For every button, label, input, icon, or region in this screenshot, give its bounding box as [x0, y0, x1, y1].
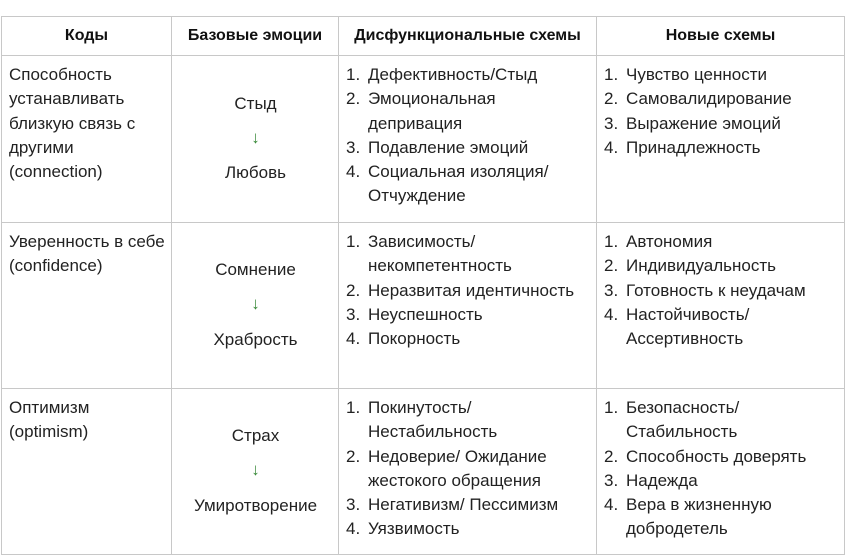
table-row	[2, 56, 845, 223]
list-item: 3. Готовность к неудачам	[604, 280, 806, 300]
dysfunctional-list	[346, 396, 590, 542]
new-schemas-cell	[597, 389, 845, 555]
emotion-cell	[172, 389, 339, 555]
list-item: 3. Негативизм/ Пессимизм	[346, 495, 559, 515]
dysfunctional-cell	[339, 389, 597, 555]
new-schemas-cell	[597, 223, 845, 389]
new-schemas-cell	[597, 56, 845, 223]
emotion-to: Храбрость	[213, 329, 298, 349]
emotion-from: Сомнение	[215, 260, 296, 280]
header-row	[2, 17, 845, 56]
dysfunctional-list	[346, 230, 590, 351]
list-item: 4. Принадлежность	[604, 137, 761, 157]
list-item: 4. Покорность	[346, 329, 461, 349]
table-row	[2, 223, 845, 389]
dysfunctional-list	[346, 63, 590, 209]
header-basic-emotions: Базовые эмоции	[172, 17, 339, 56]
list-item: 4. Социальная изоляция/Отчуждение	[346, 162, 549, 206]
dysfunctional-cell	[339, 223, 597, 389]
list-item: 4. Настойчивость/ Ассертивность	[604, 304, 750, 349]
list-item: 1. Дефективность/Стыд	[346, 65, 538, 84]
header-codes: Коды	[2, 17, 172, 56]
emotion-cell	[172, 56, 339, 223]
code-cell: Способность устанавливать близкую связь с другими (connection)	[2, 56, 172, 223]
arrow-down-icon: ↓	[251, 460, 260, 480]
list-item: 1. Зависимость/ некомпетентность	[346, 232, 512, 276]
emotion-to: Любовь	[225, 163, 286, 183]
list-item: 3. Неуспешность	[346, 304, 483, 324]
arrow-down-icon: ↓	[251, 294, 260, 314]
code-cell: Оптимизм (optimism)	[2, 389, 172, 555]
list-item: 1. Безопасность/ Стабильность	[604, 398, 740, 442]
list-item: 1. Автономия	[604, 232, 713, 251]
list-item: 3. Выражение эмоций	[604, 113, 781, 133]
new-schemas-list	[604, 396, 838, 542]
emotion-from: Страх	[231, 426, 280, 446]
new-schemas-list	[604, 63, 838, 160]
list-item: 3. Подавление эмоций	[346, 137, 529, 157]
table-row	[2, 389, 845, 555]
emotion-cell	[172, 223, 339, 389]
list-item: 1. Покинутость/ Нестабильность	[346, 398, 498, 442]
list-item: 2. Индивидуальность	[604, 256, 776, 276]
code-cell: Уверенность в себе (confidence)	[2, 223, 172, 389]
list-item: 2. Способность доверять	[604, 446, 807, 466]
list-item: 2. Неразвитая идентичность	[346, 280, 575, 300]
list-item: 2. Самовалидирование	[604, 89, 792, 109]
dysfunctional-cell	[339, 56, 597, 223]
new-schemas-list	[604, 230, 838, 351]
list-item: 1. Чувство ценности	[604, 65, 767, 84]
emotion-from: Стыд	[234, 93, 277, 113]
list-item: 3. Надежда	[604, 470, 698, 490]
list-item: 2. Эмоциональная депривация	[346, 89, 496, 133]
list-item: 4. Вера в жизненную добродетель	[604, 495, 772, 539]
header-new-schemas: Новые схемы	[597, 17, 845, 56]
emotion-to: Умиротворение	[193, 495, 318, 515]
schema-table	[1, 16, 845, 555]
list-item: 2. Недоверие/ Ожидание жестокого обращения	[346, 446, 547, 490]
arrow-down-icon: ↓	[251, 127, 260, 147]
list-item: 4. Уязвимость	[346, 519, 460, 539]
header-dysfunctional-schemas: Дисфункциональные схемы	[339, 17, 597, 56]
